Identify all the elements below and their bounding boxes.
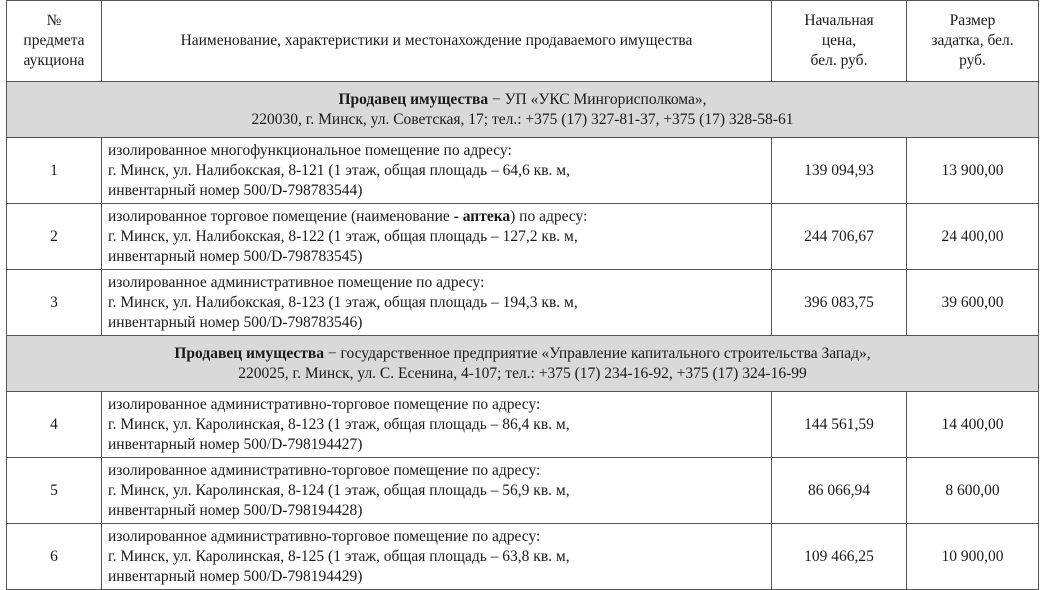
header-description: Наименование, характеристики и местонахождение продаваемого имущества [102, 1, 772, 82]
lot-description-line: изолированное многофункциональное помещение по адресу: [108, 141, 512, 159]
lot-description-line: инвентарный номер 500/D-798783546) [108, 313, 363, 331]
table-header-row [7, 1, 1039, 82]
header-deposit-line: Размер [949, 12, 996, 29]
lot-description-line: г. Минск, ул. Налибокская, 8-121 (1 этаж, общая площадь – 64,6 кв. м, [108, 161, 570, 179]
seller-address: 220025, г. Минск, ул. С. Есенина, 4-107; тел.: +375 (17) 234-16-92, +375 (17) 324-16-99 [238, 364, 807, 382]
header-deposit-line: задатка, бел. [931, 32, 1014, 49]
seller-name-line [13, 90, 1032, 110]
lot-description-line: г. Минск, ул. Каролинская, 8-124 (1 этаж, общая площадь – 56,9 кв. м, [108, 481, 570, 499]
lot-deposit: 13 900,00 [907, 138, 1039, 204]
lot-description-line: г. Минск, ул. Налибокская, 8-122 (1 этаж, общая площадь – 127,2 кв. м, [108, 227, 578, 245]
lot-number: 4 [7, 392, 102, 458]
lot-description-line: г. Минск, ул. Каролинская, 8-123 (1 этаж, общая площадь – 86,4 кв. м, [108, 415, 570, 433]
lot-number: 3 [7, 270, 102, 336]
auction-table [6, 0, 1039, 590]
lot-number: 5 [7, 458, 102, 524]
header-lot-number [7, 1, 102, 82]
lot-description [102, 392, 772, 458]
header-lot-number-line: предмета [23, 32, 85, 49]
lot-description-line: изолированное административно-торговое помещение по адресу: [108, 461, 541, 479]
lot-start-price: 139 094,93 [772, 138, 907, 204]
seller-address: 220030, г. Минск, ул. Советская, 17; тел.: +375 (17) 327-81-37, +375 (17) 328-58-61 [251, 110, 794, 128]
lot-deposit: 10 900,00 [907, 524, 1039, 590]
lot-description [102, 524, 772, 590]
lot-deposit: 24 400,00 [907, 204, 1039, 270]
lot-start-price: 144 561,59 [772, 392, 907, 458]
lot-description [102, 270, 772, 336]
lot-description-highlight: - аптека [453, 207, 511, 225]
seller-name-line [13, 344, 1032, 364]
header-deposit-line: руб. [959, 52, 986, 69]
lot-description [102, 204, 772, 270]
lot-deposit: 8 600,00 [907, 458, 1039, 524]
lot-description-line: инвентарный номер 500/D-798194428) [108, 501, 363, 519]
header-start-price-line: Начальная [804, 12, 874, 29]
table-row [7, 138, 1039, 204]
header-start-price [772, 1, 907, 82]
lot-start-price: 86 066,94 [772, 458, 907, 524]
lot-description [102, 458, 772, 524]
header-start-price-line: бел. руб. [810, 52, 868, 69]
header-start-price-line: цена, [821, 32, 857, 49]
lot-number: 1 [7, 138, 102, 204]
lot-deposit: 39 600,00 [907, 270, 1039, 336]
seller-name: − УП «УКС Мингорисполкома», [488, 90, 707, 108]
table-row [7, 458, 1039, 524]
lot-description-line: г. Минск, ул. Налибокская, 8-123 (1 этаж, общая площадь – 194,3 кв. м, [108, 293, 578, 311]
lot-description-line [108, 207, 765, 227]
seller-label: Продавец имущества [174, 344, 325, 362]
seller-row [7, 336, 1039, 392]
seller-row [7, 82, 1039, 138]
table-row [7, 270, 1039, 336]
lot-description-text: изолированное торговое помещение (наименование [108, 207, 454, 225]
lot-start-price: 109 466,25 [772, 524, 907, 590]
header-deposit [907, 1, 1039, 82]
seller-label: Продавец имущества [338, 90, 489, 108]
seller-info [7, 336, 1039, 392]
table-row [7, 392, 1039, 458]
header-lot-number-line: аукциона [23, 52, 85, 69]
table-row [7, 204, 1039, 270]
seller-info [7, 82, 1039, 138]
lot-number: 2 [7, 204, 102, 270]
lot-description-line: изолированное административное помещение по адресу: [108, 273, 485, 291]
lot-description [102, 138, 772, 204]
lot-deposit: 14 400,00 [907, 392, 1039, 458]
lot-description-line: инвентарный номер 500/D-798783544) [108, 181, 363, 199]
seller-name: − государственное предприятие «Управление капитального строительства Запад», [324, 344, 871, 362]
header-lot-number-line: № [46, 12, 62, 29]
lot-number: 6 [7, 524, 102, 590]
lot-description-line: инвентарный номер 500/D-798783545) [108, 247, 363, 265]
lot-start-price: 396 083,75 [772, 270, 907, 336]
lot-description-line: г. Минск, ул. Каролинская, 8-125 (1 этаж, общая площадь – 63,8 кв. м, [108, 547, 570, 565]
lot-start-price: 244 706,67 [772, 204, 907, 270]
lot-description-line: инвентарный номер 500/D-798194427) [108, 435, 363, 453]
table-row [7, 524, 1039, 590]
lot-description-line: изолированное административно-торговое помещение по адресу: [108, 395, 541, 413]
lot-description-line: инвентарный номер 500/D-798194429) [108, 567, 363, 585]
lot-description-line: изолированное административно-торговое помещение по адресу: [108, 527, 541, 545]
lot-description-text: ) по адресу: [510, 207, 588, 225]
